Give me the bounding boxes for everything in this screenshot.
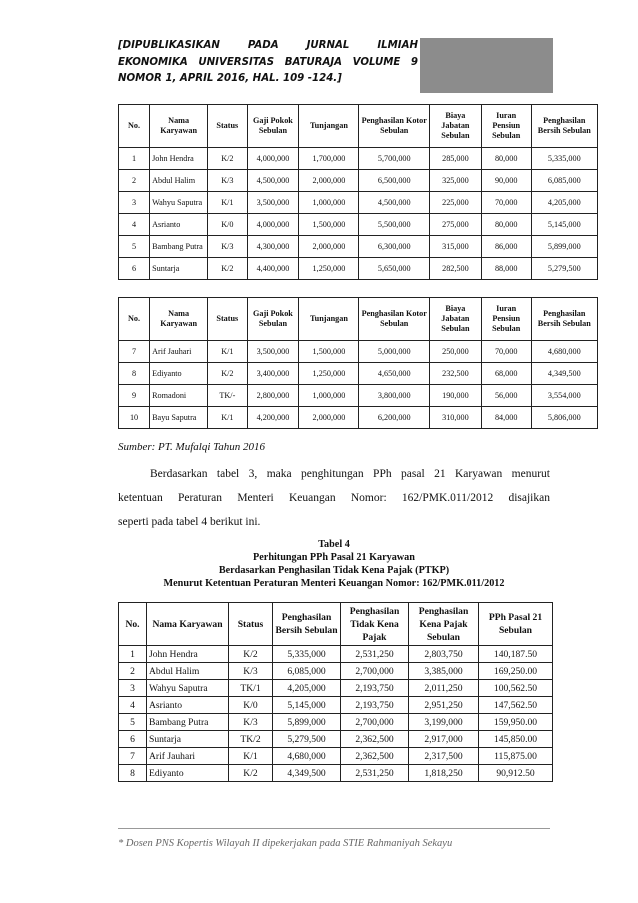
table3-cell: 6,085,000: [531, 170, 597, 192]
table3-cell: 4,000,000: [247, 148, 299, 170]
table4-row: [119, 680, 553, 697]
table3-cell: 4,680,000: [531, 341, 597, 363]
table3-cell: 56,000: [481, 385, 531, 407]
table3-cell: 1,000,000: [299, 385, 359, 407]
table3-row: [119, 192, 598, 214]
table3-cell: 5,700,000: [359, 148, 430, 170]
table4-cell: 2,951,250: [409, 697, 479, 714]
table-3-body-1: [119, 148, 598, 280]
table-3-body-2: [119, 341, 598, 429]
table4-cell: 115,875.00: [479, 748, 553, 765]
table3-cell: 7: [119, 341, 150, 363]
table3-cell: K/3: [208, 236, 247, 258]
table3-cell: 1,250,000: [299, 363, 359, 385]
table4-col-header: No.: [119, 603, 147, 646]
table3-cell: 6,500,000: [359, 170, 430, 192]
journal-header: [118, 38, 418, 88]
table4-cell: 2,193,750: [341, 697, 409, 714]
table3-row: [119, 236, 598, 258]
table4-cell: Arif Jauhari: [147, 748, 229, 765]
table4-cell: 3,199,000: [409, 714, 479, 731]
table3-cell: 2,000,000: [299, 407, 359, 429]
table3-cell: John Hendra: [150, 148, 208, 170]
table3-cell: K/2: [208, 148, 247, 170]
table-4-title: [118, 538, 550, 590]
table-4-header-row: [119, 603, 553, 646]
table3-cell: 6: [119, 258, 150, 280]
table4-cell: 100,562.50: [479, 680, 553, 697]
table3-cell: 4,400,000: [247, 258, 299, 280]
table3-cell: Bayu Saputra: [150, 407, 208, 429]
paragraph-line-1: Berdasarkan tabel 3, maka penghitungan PPh pasal 21 Karyawan menurut: [150, 468, 550, 480]
table3-cell: 70,000: [481, 192, 531, 214]
table3-cell: 4,300,000: [247, 236, 299, 258]
table3-cell: 5,650,000: [359, 258, 430, 280]
table4-cell: K/3: [229, 663, 273, 680]
table4-cell: 1: [119, 646, 147, 663]
table4-cell: 4,205,000: [273, 680, 341, 697]
header-gray-box: [420, 38, 553, 93]
table4-cell: 4: [119, 697, 147, 714]
table3-col-header: Nama Karyawan: [150, 298, 208, 341]
table3-row: [119, 170, 598, 192]
table3-row: [119, 148, 598, 170]
table4-col-header: PPh Pasal 21 Sebulan: [479, 603, 553, 646]
table3-cell: 4,650,000: [359, 363, 430, 385]
table-4-title-1: Tabel 4: [318, 539, 350, 550]
table-3-part-2: [118, 297, 598, 429]
table4-cell: 5,335,000: [273, 646, 341, 663]
table3-cell: 3,400,000: [247, 363, 299, 385]
table4-cell: John Hendra: [147, 646, 229, 663]
table4-row: [119, 714, 553, 731]
table4-cell: 2,362,500: [341, 731, 409, 748]
table4-cell: 147,562.50: [479, 697, 553, 714]
table3-cell: 4,000,000: [247, 214, 299, 236]
table3-cell: Suntarja: [150, 258, 208, 280]
table3-cell: Romadoni: [150, 385, 208, 407]
table4-cell: 8: [119, 765, 147, 782]
table3-cell: 5,145,000: [531, 214, 597, 236]
table3-cell: 6,300,000: [359, 236, 430, 258]
table4-cell: 1,818,250: [409, 765, 479, 782]
table3-cell: 4,349,500: [531, 363, 597, 385]
table4-cell: 169,250.00: [479, 663, 553, 680]
table3-cell: 310,000: [429, 407, 481, 429]
table3-cell: K/2: [208, 363, 247, 385]
table3-cell: 88,000: [481, 258, 531, 280]
table3-cell: 3: [119, 192, 150, 214]
table3-cell: 282,500: [429, 258, 481, 280]
table3-cell: K/1: [208, 407, 247, 429]
table3-cell: 2,000,000: [299, 236, 359, 258]
table4-cell: 2,700,000: [341, 663, 409, 680]
table4-row: [119, 663, 553, 680]
table3-col-header: No.: [119, 298, 150, 341]
table4-row: [119, 646, 553, 663]
header-line-1: [DIPUBLIKASIKAN PADA JURNAL ILMIAH: [118, 40, 418, 51]
table3-cell: 10: [119, 407, 150, 429]
table4-cell: 2,011,250: [409, 680, 479, 697]
table3-cell: 3,500,000: [247, 192, 299, 214]
table4-cell: 6: [119, 731, 147, 748]
header-line-2: EKONOMIKA UNIVERSITAS BATURAJA VOLUME 9: [118, 56, 418, 68]
table3-cell: 84,000: [481, 407, 531, 429]
table3-cell: 4,500,000: [359, 192, 430, 214]
table3-cell: Arif Jauhari: [150, 341, 208, 363]
paragraph-line-3: seperti pada tabel 4 berikut ini.: [118, 516, 261, 528]
table4-cell: 5: [119, 714, 147, 731]
table-4-title-3: Berdasarkan Penghasilan Tidak Kena Pajak (PTKP): [218, 565, 450, 576]
table4-cell: 2,917,000: [409, 731, 479, 748]
table3-cell: Bambang Putra: [150, 236, 208, 258]
table4-row: [119, 697, 553, 714]
table4-cell: 2,803,750: [409, 646, 479, 663]
table3-cell: 250,000: [429, 341, 481, 363]
table3-row: [119, 363, 598, 385]
table3-cell: 1,700,000: [299, 148, 359, 170]
table3-col-header: Gaji Pokok Sebulan: [247, 298, 299, 341]
table3-cell: Ediyanto: [150, 363, 208, 385]
table3-cell: 4,500,000: [247, 170, 299, 192]
table3-cell: 5: [119, 236, 150, 258]
table3-row: [119, 258, 598, 280]
table-3-header-row-repeat: [119, 298, 598, 341]
table3-cell: K/2: [208, 258, 247, 280]
table4-cell: Suntarja: [147, 731, 229, 748]
table3-col-header: Biaya Jabatan Sebulan: [429, 298, 481, 341]
table3-col-header: Biaya Jabatan Sebulan: [429, 105, 481, 148]
table3-cell: 90,000: [481, 170, 531, 192]
table4-cell: 145,850.00: [479, 731, 553, 748]
table3-cell: 6,200,000: [359, 407, 430, 429]
table3-row: [119, 407, 598, 429]
table3-cell: 5,279,500: [531, 258, 597, 280]
table4-cell: K/2: [229, 646, 273, 663]
table3-col-header: Penghasilan Bersih Sebulan: [531, 298, 597, 341]
table4-cell: TK/1: [229, 680, 273, 697]
paragraph-line-2: ketentuan Peraturan Menteri Keuangan Nomor: 162/PMK.011/2012 disajikan: [118, 492, 550, 504]
table4-row: [119, 765, 553, 782]
table3-cell: 2: [119, 170, 150, 192]
table4-col-header: Nama Karyawan: [147, 603, 229, 646]
body-paragraph: [118, 462, 550, 534]
table3-cell: 1,500,000: [299, 341, 359, 363]
table3-row: [119, 214, 598, 236]
table4-cell: 3,385,000: [409, 663, 479, 680]
table3-col-header: Iuran Pensiun Sebulan: [481, 298, 531, 341]
table4-cell: 5,899,000: [273, 714, 341, 731]
table3-cell: 315,000: [429, 236, 481, 258]
table4-cell: Asrianto: [147, 697, 229, 714]
table4-cell: K/1: [229, 748, 273, 765]
table3-cell: 9: [119, 385, 150, 407]
table3-cell: 325,000: [429, 170, 481, 192]
table4-cell: TK/2: [229, 731, 273, 748]
table-4-body: [119, 646, 553, 782]
table4-cell: 5,279,500: [273, 731, 341, 748]
table4-cell: 2,531,250: [341, 646, 409, 663]
table4-cell: 3: [119, 680, 147, 697]
table4-cell: 2,193,750: [341, 680, 409, 697]
table3-cell: Asrianto: [150, 214, 208, 236]
table3-col-header: No.: [119, 105, 150, 148]
table3-cell: 8: [119, 363, 150, 385]
table4-col-header: Penghasilan Bersih Sebulan: [273, 603, 341, 646]
table3-cell: K/1: [208, 192, 247, 214]
table4-col-header: Status: [229, 603, 273, 646]
table3-cell: 5,335,000: [531, 148, 597, 170]
table3-col-header: Status: [208, 105, 247, 148]
table4-cell: Abdul Halim: [147, 663, 229, 680]
table3-row: [119, 341, 598, 363]
table3-cell: 2,800,000: [247, 385, 299, 407]
table4-cell: 2,531,250: [341, 765, 409, 782]
table4-cell: 2,700,000: [341, 714, 409, 731]
table4-cell: 4,680,000: [273, 748, 341, 765]
table3-cell: K/3: [208, 170, 247, 192]
table4-row: [119, 731, 553, 748]
table3-col-header: Tunjangan: [299, 105, 359, 148]
table3-cell: 5,806,000: [531, 407, 597, 429]
table3-cell: K/1: [208, 341, 247, 363]
footnote-divider: [118, 828, 550, 829]
table3-col-header: Penghasilan Bersih Sebulan: [531, 105, 597, 148]
table3-cell: 3,554,000: [531, 385, 597, 407]
table4-row: [119, 748, 553, 765]
table4-cell: Bambang Putra: [147, 714, 229, 731]
table3-cell: 5,000,000: [359, 341, 430, 363]
table-3-part-1: [118, 104, 598, 280]
table4-cell: 4,349,500: [273, 765, 341, 782]
table3-col-header: Gaji Pokok Sebulan: [247, 105, 299, 148]
table3-cell: 80,000: [481, 214, 531, 236]
table3-cell: 4: [119, 214, 150, 236]
table3-row: [119, 385, 598, 407]
table3-cell: 4,200,000: [247, 407, 299, 429]
table3-cell: 232,500: [429, 363, 481, 385]
table3-cell: 4,205,000: [531, 192, 597, 214]
table3-cell: Abdul Halim: [150, 170, 208, 192]
table3-cell: 86,000: [481, 236, 531, 258]
table4-cell: 159,950.00: [479, 714, 553, 731]
table3-cell: 2,000,000: [299, 170, 359, 192]
table3-cell: 1,500,000: [299, 214, 359, 236]
table3-cell: 68,000: [481, 363, 531, 385]
table4-cell: 2: [119, 663, 147, 680]
table3-cell: 3,500,000: [247, 341, 299, 363]
table3-cell: 3,800,000: [359, 385, 430, 407]
table3-cell: 1,000,000: [299, 192, 359, 214]
table4-cell: Wahyu Saputra: [147, 680, 229, 697]
header-line-3: NOMOR 1, APRIL 2016, HAL. 109 -124.]: [118, 73, 342, 84]
table4-cell: K/3: [229, 714, 273, 731]
table4-cell: K/0: [229, 697, 273, 714]
table4-cell: 7: [119, 748, 147, 765]
table-3-source: Sumber: PT. Mufalqi Tahun 2016: [118, 441, 265, 453]
table4-col-header: Penghasilan Kena Pajak Sebulan: [409, 603, 479, 646]
table3-col-header: Penghasilan Kotor Sebulan: [359, 105, 430, 148]
table4-cell: 2,317,500: [409, 748, 479, 765]
table4-cell: 90,912.50: [479, 765, 553, 782]
footnote: * Dosen PNS Kopertis Wilayah II dipekerjakan pada STIE Rahmaniyah Sekayu: [118, 838, 453, 849]
table3-cell: 225,000: [429, 192, 481, 214]
table4-cell: 140,187.50: [479, 646, 553, 663]
table3-cell: 275,000: [429, 214, 481, 236]
table-3-header-row: [119, 105, 598, 148]
table3-col-header: Tunjangan: [299, 298, 359, 341]
table3-cell: 285,000: [429, 148, 481, 170]
table3-col-header: Penghasilan Kotor Sebulan: [359, 298, 430, 341]
table3-cell: TK/-: [208, 385, 247, 407]
table3-cell: 1,250,000: [299, 258, 359, 280]
table3-cell: 1: [119, 148, 150, 170]
table3-col-header: Nama Karyawan: [150, 105, 208, 148]
table-4-title-4: Menurut Ketentuan Peraturan Menteri Keuangan Nomor: 162/PMK.011/2012: [163, 578, 505, 589]
table4-cell: 6,085,000: [273, 663, 341, 680]
table4-cell: K/2: [229, 765, 273, 782]
table3-col-header: Iuran Pensiun Sebulan: [481, 105, 531, 148]
table3-cell: Wahyu Saputra: [150, 192, 208, 214]
table4-cell: 5,145,000: [273, 697, 341, 714]
table3-cell: 5,899,000: [531, 236, 597, 258]
table4-col-header: Penghasilan Tidak Kena Pajak: [341, 603, 409, 646]
table4-cell: 2,362,500: [341, 748, 409, 765]
table3-cell: 70,000: [481, 341, 531, 363]
table3-cell: 190,000: [429, 385, 481, 407]
table3-cell: 5,500,000: [359, 214, 430, 236]
table3-cell: 80,000: [481, 148, 531, 170]
table-4-title-2: Perhitungan PPh Pasal 21 Karyawan: [253, 552, 415, 563]
table-4: [118, 602, 553, 782]
table3-cell: K/0: [208, 214, 247, 236]
table4-cell: Ediyanto: [147, 765, 229, 782]
table3-col-header: Status: [208, 298, 247, 341]
